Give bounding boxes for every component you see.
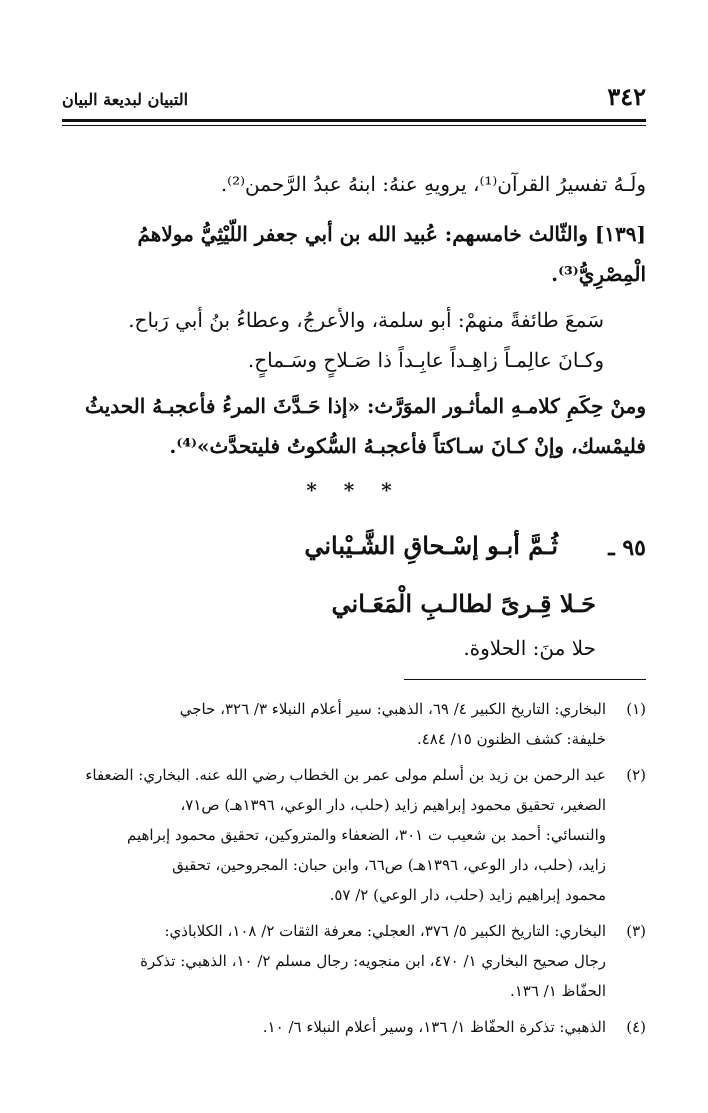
footnote-line: الحفّاظ ١/ ١٣٦. [509, 982, 606, 1000]
text-line: [١٣٩] والثّالث خامسهم: عُبيد الله بن أبي جعفر اللّيْثِيُّ مولاهمُ [137, 222, 646, 246]
footnote-line: البخاري: التاريخ الكبير ٥/ ٣٧٦، العجلي: معرفة الثقات ٢/ ١٠٨، الكلاباذي: [164, 922, 606, 940]
verse-line: ثُـمَّ أبـو إسْـحاقِ الشَّـيْباني [304, 531, 558, 560]
text-line: الْمِصْرِيُّ⁽³⁾. [551, 262, 646, 286]
verse-gloss: حلا منَ: الحلاوة. [463, 636, 596, 660]
page-header [62, 82, 646, 116]
header-rule-thick [62, 119, 646, 122]
verse-number: ٩٥ ـ [608, 535, 646, 561]
footnote-line: الذهبي: تذكرة الحفّاظ ١/ ١٣٦، وسير أعلام النبلاء ٦/ ١٠. [262, 1018, 606, 1036]
header-rule-thin [62, 125, 646, 126]
footnote-rule [404, 679, 646, 680]
footnote-line: زايد، (حلب، دار الوعي، ١٣٩٦هـ) ص٦٦، وابن حبان: المجروحين، تحقيق [172, 856, 606, 874]
text-line: ومنْ حِكَمِ كلامـهِ المأثـور الموَرَّث: «إذا حَـدَّثَ المرءُ فأعجبـهُ الحديثُ [85, 394, 646, 418]
text-line: ولَـهُ تفسيرُ القرآن⁽¹⁾، يرويهِ عنهُ: ابنهُ عبدُ الرَّحمن⁽²⁾. [220, 172, 646, 196]
footnote-number: (٤) [626, 1018, 646, 1036]
footnote-number: (١) [626, 700, 646, 718]
text-line: سَمعَ طائفةً منهمْ: أبو سلمة، والأعرجُ، وعطاءُ بنُ أبي رَباح. [128, 308, 604, 332]
footnote-number: (٣) [626, 922, 646, 940]
running-title: التبيان لبديعة البيان [62, 90, 189, 109]
text-line: وكـانَ عالِمـاً زاهِـداً عابِـداً ذا صَـلاحٍ وسَـماحٍ. [247, 348, 604, 372]
footnote-line: الصغير، تحقيق محمود إبراهيم زايد (حلب، دار الوعي، ١٣٩٦هـ) ص٧١، [180, 796, 606, 814]
section-separator: * * * [306, 478, 402, 502]
footnote-line: رجال صحيح البخاري ١/ ٤٧٠، ابن منجويه: رجال مسلم ٢/ ١٠، الذهبي: تذكرة [140, 952, 606, 970]
footnote-line: والنسائي: أحمد بن شعيب ت ٣٠١، الضعفاء والمتروكين، تحقيق محمود إبراهيم [127, 826, 606, 844]
verse-line: حَـلا قِـرىً لطالـبِ الْمَعَـاني [331, 589, 596, 618]
footnote-line: البخاري: التاريخ الكبير ٤/ ٦٩، الذهبي: سير أعلام النبلاء ٣/ ٣٢٦، حاجي [179, 700, 606, 718]
footnote-line: محمود إبراهيم زايد (حلب، دار الوعي) ٢/ ٥٧. [329, 886, 606, 904]
page-number: ٣٤٢ [607, 82, 646, 111]
footnote-line: عبد الرحمن بن زيد بن أسلم مولى عمر بن الخطاب رضي الله عنه. البخاري: الضعفاء [85, 766, 606, 784]
text-line: فليمْسك، وإنْ كـانَ سـاكتاً فأعجبـهُ السُّكوتُ فليتحدَّث»⁽⁴⁾. [169, 434, 646, 458]
footnote-number: (٢) [626, 766, 646, 784]
footnote-line: خليفة: كشف الظنون ١٥/ ٤٨٤. [416, 730, 606, 748]
